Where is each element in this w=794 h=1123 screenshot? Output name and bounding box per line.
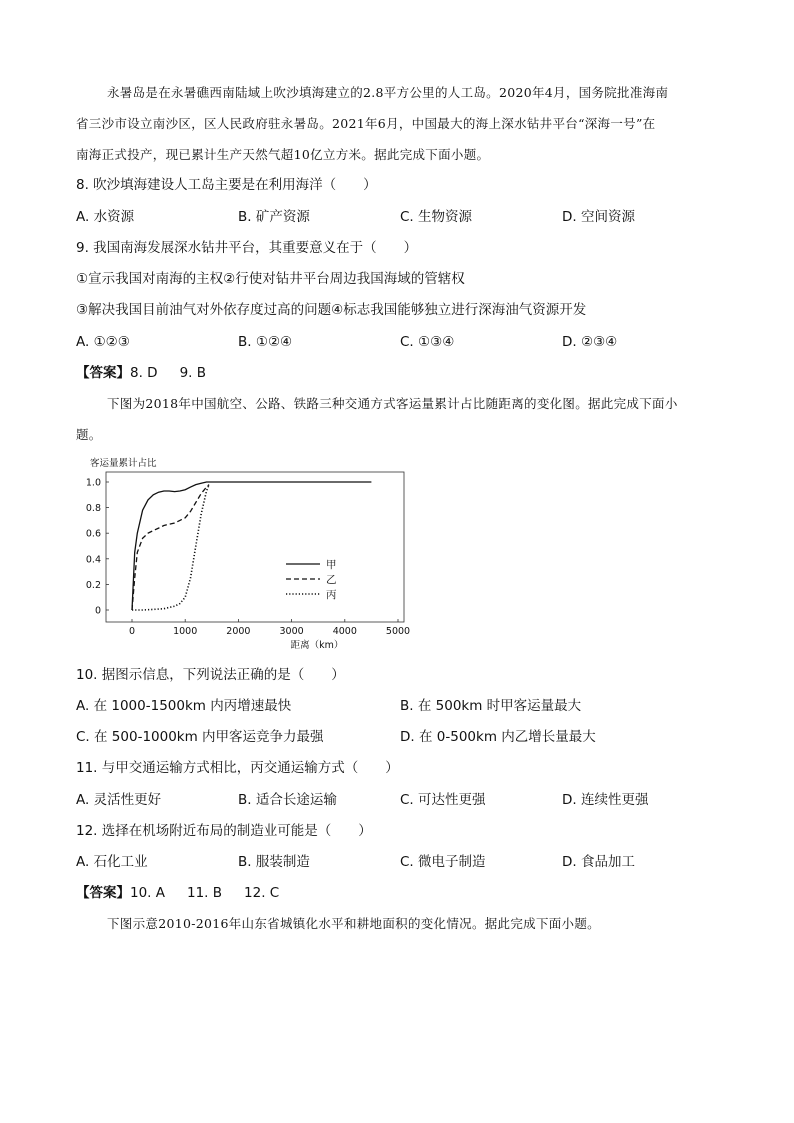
q12-option-d: D. 食品加工 xyxy=(562,854,635,870)
series-line-3 xyxy=(132,485,209,610)
q9-option-d: D. ②③④ xyxy=(562,334,618,350)
q9-option-b: B. ①②④ xyxy=(238,334,293,350)
answer-9: 9. B xyxy=(179,365,207,381)
q11-stem: 11. 与甲交通运输方式相比，丙交通运输方式（ ） xyxy=(76,760,399,776)
passage1-line1: 永暑岛是在永暑礁西南陆域上吹沙填海建立的2.8平方公里的人工岛。2020年4月，国务院批准海南 xyxy=(107,85,669,100)
y-tick-label: 0.8 xyxy=(85,503,101,515)
answer-8: 8. D xyxy=(130,365,158,381)
plot-frame xyxy=(106,472,404,622)
q9-option-a: A. ①②③ xyxy=(76,334,130,350)
q12-stem: 12. 选择在机场附近布局的制造业可能是（ ） xyxy=(76,823,372,839)
passenger-share-chart xyxy=(80,452,430,652)
x-tick-label: 0 xyxy=(128,626,136,637)
q8-option-b: B. 矿产资源 xyxy=(238,209,310,225)
passage3-line1: 下图示意2010-2016年山东省城镇化水平和耕地面积的变化情况。据此完成下面小题。 xyxy=(107,916,600,931)
answer-12: 12. C xyxy=(244,885,280,901)
q12-option-a: A. 石化工业 xyxy=(76,854,148,870)
q9-item2: ③解决我国目前油气对外依存度过高的问题④标志我国能够独立进行深海油气资源开发 xyxy=(76,302,587,318)
y-tick-label: 0 xyxy=(94,605,101,617)
x-axis-label: 距离（km） xyxy=(290,640,344,651)
q10-option-b: B. 在 500km 时甲客运量最大 xyxy=(400,698,582,714)
answer-10: 10. A xyxy=(130,885,165,901)
passage2-line2: 题。 xyxy=(76,427,102,442)
q8-stem: 8. 吹沙填海建设人工岛主要是在利用海洋（ ） xyxy=(76,177,377,193)
q11-option-d: D. 连续性更强 xyxy=(562,792,649,808)
q10-stem: 10. 据图示信息，下列说法正确的是（ ） xyxy=(76,667,345,683)
q11-option-b: B. 适合长途运输 xyxy=(238,792,337,808)
legend-label: 甲 xyxy=(326,559,337,571)
q11-option-a: A. 灵活性更好 xyxy=(76,792,162,808)
q12-option-c: C. 微电子制造 xyxy=(400,854,486,870)
passage2-line1: 下图为2018年中国航空、公路、铁路三种交通方式客运量累计占比随距离的变化图。据此完成下面小 xyxy=(107,396,678,411)
q9-item1: ①宣示我国对南海的主权②行使对钻井平台周边我国海域的管辖权 xyxy=(76,271,465,287)
passage1-line3: 南海正式投产，现已累计生产天然气超10亿立方米。据此完成下面小题。 xyxy=(76,147,490,162)
x-tick-label: 1000 xyxy=(173,626,198,637)
q9-option-c: C. ①③④ xyxy=(400,334,455,350)
q8-option-c: C. 生物资源 xyxy=(400,209,473,225)
y-axis-label: 客运量累计占比 xyxy=(90,458,157,469)
answer-tag: 【答案】 xyxy=(76,885,130,901)
series-line-2 xyxy=(132,485,209,610)
answer-11: 11. B xyxy=(187,885,223,901)
y-tick-label: 1.0 xyxy=(85,477,101,489)
q8-option-a: A. 水资源 xyxy=(76,209,135,225)
x-tick-label: 5000 xyxy=(385,626,411,637)
q8-option-d: D. 空间资源 xyxy=(562,209,635,225)
q10-option-d: D. 在 0-500km 内乙增长量最大 xyxy=(400,729,596,745)
answer-block-1 xyxy=(76,364,206,382)
answer-tag: 【答案】 xyxy=(76,365,130,381)
q12-option-b: B. 服装制造 xyxy=(238,854,310,870)
y-tick-label: 0.6 xyxy=(85,528,101,540)
y-tick-label: 0.2 xyxy=(85,579,101,591)
x-tick-label: 3000 xyxy=(279,626,304,637)
q11-option-c: C. 可达性更强 xyxy=(400,792,486,808)
y-tick-label: 0.4 xyxy=(85,554,101,566)
q10-option-a: A. 在 1000-1500km 内丙增速最快 xyxy=(76,698,292,714)
legend-label: 乙 xyxy=(326,574,337,586)
q9-stem: 9. 我国南海发展深水钻井平台，其重要意义在于（ ） xyxy=(76,240,418,256)
legend-label: 丙 xyxy=(326,589,337,601)
q10-option-c: C. 在 500-1000km 内甲客运竞争力最强 xyxy=(76,729,324,745)
passage1-line2: 省三沙市设立南沙区，区人民政府驻永暑岛。2021年6月，中国最大的海上深水钻井平台“深海一号”在 xyxy=(76,116,656,131)
x-tick-label: 4000 xyxy=(332,626,357,637)
answer-block-2 xyxy=(76,884,279,902)
x-tick-label: 2000 xyxy=(226,626,251,637)
